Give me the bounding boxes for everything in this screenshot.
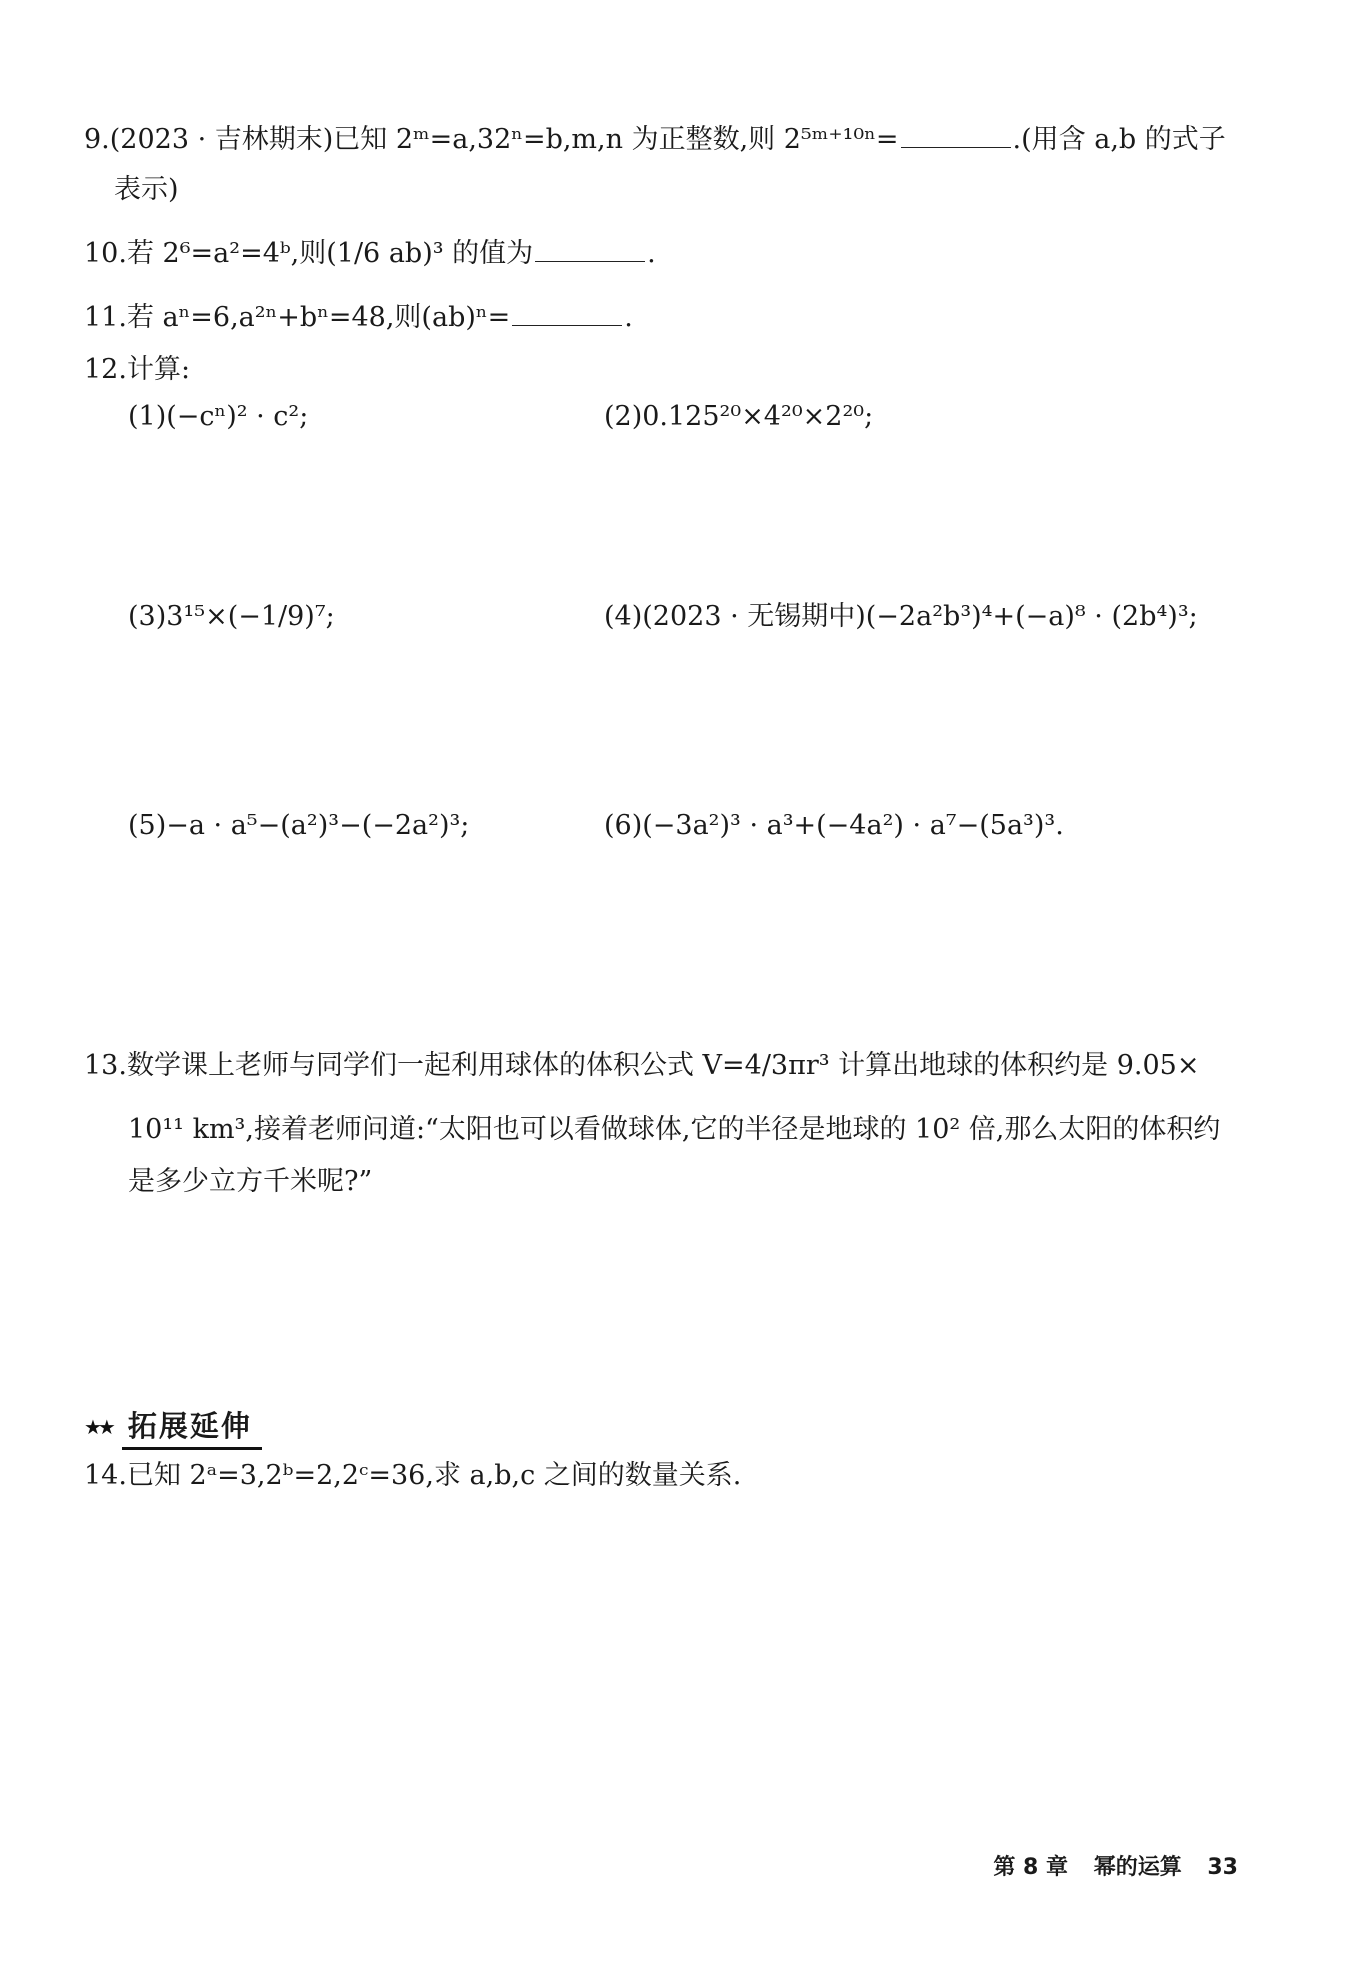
question-12-item-4: (4)(2023 · 无锡期中)(−2a²b³)⁴+(−a)⁸ · (2b⁴)³; [604,601,1198,632]
question-12-item-3: (3)3¹⁵×(−1/9)⁷; [128,601,335,632]
question-9-line-2: 表示) [114,174,179,205]
page-footer [975,1850,1238,1881]
question-13-line-3: 是多少立方千米呢?” [128,1166,373,1197]
stars-icon: ★★ [84,1415,112,1439]
footer-topic: 幂的运算 [1093,1855,1182,1880]
question-10-period: . [647,238,656,269]
question-11 [84,298,633,338]
question-13-line-2: 10¹¹ km³,接着老师问道:“太阳也可以看做球体,它的半径是地球的 10² 倍,那么太阳的体积约 [128,1114,1221,1145]
question-12-title: 12.计算: [84,354,191,385]
extension-title: 拓展延伸 [122,1404,262,1450]
page-number: 33 [1207,1855,1238,1880]
question-9-line-1 [84,120,1226,160]
footer-chapter: 第 8 章 [993,1855,1069,1880]
question-12-item-6: (6)(−3a²)³ · a³+(−4a²) · a⁷−(5a³)³. [604,810,1064,841]
question-12-item-5: (5)−a · a⁵−(a²)³−(−2a²)³; [128,810,470,841]
question-10-text: 10.若 2⁶=a²=4ᵇ,则(1/6 ab)³ 的值为 [84,238,534,269]
question-11-text: 11.若 aⁿ=6,a²ⁿ+bⁿ=48,则(ab)ⁿ= [84,302,511,333]
question-12-item-1: (1)(−cⁿ)² · c²; [128,401,309,432]
question-9-text: 9.(2023 · 吉林期末)已知 2ᵐ=a,32ⁿ=b,m,n 为正整数,则 2⁵ᵐ⁺¹⁰ⁿ= [84,124,899,155]
question-11-answer-blank[interactable] [512,299,622,326]
question-12-item-2: (2)0.125²⁰×4²⁰×2²⁰; [604,401,874,432]
question-14: 14.已知 2ᵃ=3,2ᵇ=2,2ᶜ=36,求 a,b,c 之间的数量关系. [84,1460,742,1491]
question-10 [84,234,656,274]
question-10-answer-blank[interactable] [535,235,645,262]
question-9-answer-blank[interactable] [901,121,1011,148]
extension-section-heading [84,1404,262,1450]
question-11-period: . [624,302,633,333]
question-9-text-after: .(用含 a,b 的式子 [1012,124,1226,155]
question-13-line-1: 13.数学课上老师与同学们一起利用球体的体积公式 V=4/3πr³ 计算出地球的体积约是 9.05× [84,1050,1200,1081]
